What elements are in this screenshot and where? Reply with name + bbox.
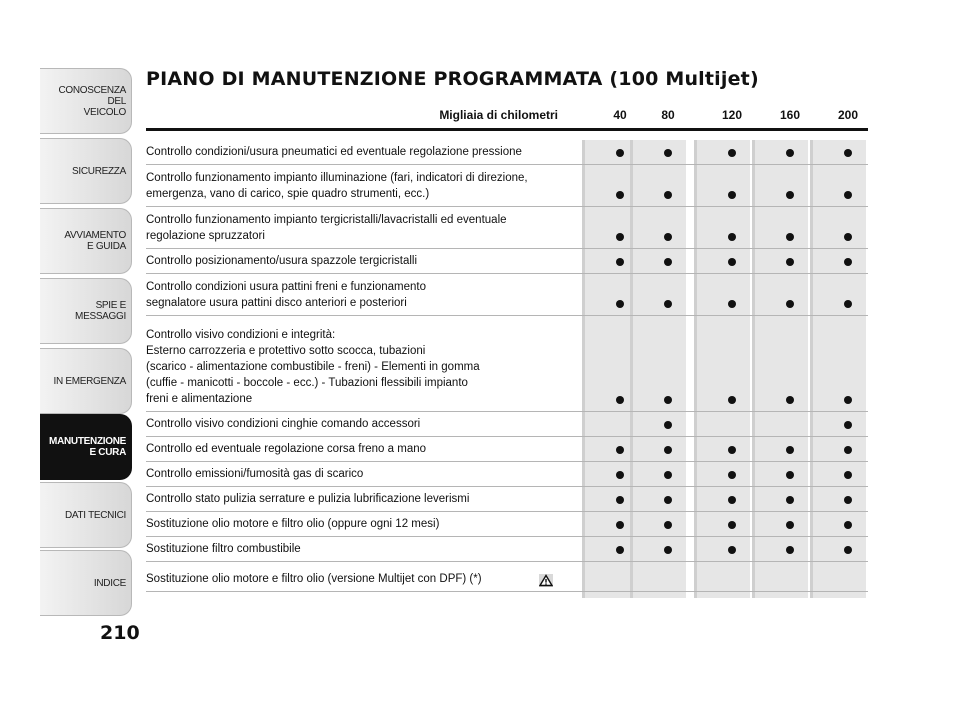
row-label: Sostituzione olio motore e filtro olio (oppure ogni 12 mesi): [146, 518, 440, 530]
km-value: 120: [721, 108, 743, 122]
service-mark-dot: [616, 149, 624, 157]
page-number: 210: [100, 622, 140, 644]
service-mark-dot: [844, 471, 852, 479]
sidebar-tab-1[interactable]: CONOSCENZA DEL VEICOLO: [40, 68, 132, 134]
service-mark-dot: [786, 446, 794, 454]
service-mark-dot: [786, 396, 794, 404]
service-mark-dot: [786, 149, 794, 157]
row-label: Controllo visivo condizioni cinghie comando accessori: [146, 418, 421, 430]
table-row: [146, 537, 868, 562]
sidebar-tab-5[interactable]: IN EMERGENZA: [40, 348, 132, 414]
table-row: [146, 249, 868, 274]
service-mark-dot: [728, 191, 736, 199]
service-mark-dot: [844, 496, 852, 504]
service-mark-dot: [844, 421, 852, 429]
table-header: [146, 106, 868, 128]
km-header-label: Migliaia di chilometri: [439, 108, 558, 122]
service-mark-dot: [786, 258, 794, 266]
service-mark-dot: [664, 258, 672, 266]
service-mark-dot: [728, 496, 736, 504]
service-mark-dot: [844, 546, 852, 554]
service-mark-dot: [664, 396, 672, 404]
header-divider: [146, 128, 868, 131]
service-mark-dot: [728, 149, 736, 157]
row-label: Controllo posizionamento/usura spazzole tergicristalli: [146, 255, 418, 267]
service-mark-dot: [786, 496, 794, 504]
service-mark-dot: [728, 396, 736, 404]
table-row: [146, 412, 868, 437]
row-label: Controllo condizioni/usura pneumatici ed eventuale regolazione pressione: [146, 146, 522, 158]
sidebar-tab-4[interactable]: SPIE E MESSAGGI: [40, 278, 132, 344]
service-mark-dot: [728, 258, 736, 266]
service-mark-dot: [616, 396, 624, 404]
table-row: [146, 140, 868, 165]
service-mark-dot: [844, 191, 852, 199]
service-mark-dot: [728, 521, 736, 529]
row-label: Controllo condizioni usura pattini freni e funzionamento segnalatore usura pattini disco anteriori e posteriori: [146, 281, 426, 309]
table-row: [146, 462, 868, 487]
sidebar-tab-8[interactable]: INDICE: [40, 550, 132, 616]
km-value: 80: [661, 108, 675, 122]
row-label: Controllo funzionamento impianto tergicristalli/lavacristalli ed eventuale regolazione spruzzatori: [146, 214, 507, 242]
table-row: [146, 316, 868, 412]
row-label: Controllo stato pulizia serrature e pulizia lubrificazione leverismi: [146, 493, 470, 505]
row-label: Controllo funzionamento impianto illuminazione (fari, indicatori di direzione, emergenza, vano di carico, spie quadro strumenti, ecc.): [146, 172, 528, 200]
table-row: [146, 487, 868, 512]
service-mark-dot: [786, 546, 794, 554]
service-mark-dot: [616, 191, 624, 199]
km-value: 40: [613, 108, 627, 122]
sidebar-tab-2[interactable]: SICUREZZA: [40, 138, 132, 204]
service-mark-dot: [786, 521, 794, 529]
row-label: Controllo emissioni/fumosità gas di scarico: [146, 468, 364, 480]
table-row: [146, 437, 868, 462]
service-mark-dot: [616, 546, 624, 554]
service-mark-dot: [664, 421, 672, 429]
page-title: PIANO DI MANUTENZIONE PROGRAMMATA (100 Multijet): [146, 68, 759, 90]
row-label: Controllo ed eventuale regolazione corsa freno a mano: [146, 443, 427, 455]
sidebar-tab-6[interactable]: MANUTENZIONE E CURA: [40, 414, 132, 480]
row-label: Controllo visivo condizioni e integrità: Esterno carrozzeria e protettivo sotto scocca, tubazioni (scarico - alimentazione combustibile - freni) - Elementi in gomma (cuffie - manicotti - boccole - ecc.) - Tubazioni flessibili impianto freni e alimentazione: [146, 329, 480, 405]
service-mark-dot: [728, 233, 736, 241]
service-mark-dot: [616, 521, 624, 529]
km-value: 200: [837, 108, 859, 122]
service-mark-dot: [786, 191, 794, 199]
service-mark-dot: [844, 258, 852, 266]
service-mark-dot: [616, 258, 624, 266]
service-mark-dot: [844, 233, 852, 241]
service-mark-dot: [844, 300, 852, 308]
warning-triangle-icon: [539, 574, 553, 587]
service-mark-dot: [616, 471, 624, 479]
service-mark-dot: [728, 546, 736, 554]
sidebar-tab-7[interactable]: DATI TECNICI: [40, 482, 132, 548]
service-mark-dot: [664, 233, 672, 241]
service-mark-dot: [664, 546, 672, 554]
service-mark-dot: [664, 521, 672, 529]
service-mark-dot: [664, 191, 672, 199]
table-row: [146, 512, 868, 537]
service-mark-dot: [844, 396, 852, 404]
service-mark-dot: [616, 233, 624, 241]
service-mark-dot: [616, 446, 624, 454]
service-mark-dot: [664, 446, 672, 454]
service-mark-dot: [786, 471, 794, 479]
service-mark-dot: [728, 300, 736, 308]
table-row: [146, 207, 868, 249]
service-mark-dot: [664, 496, 672, 504]
table-row: [146, 562, 868, 592]
row-label: Sostituzione filtro combustibile: [146, 543, 301, 555]
km-value: 160: [779, 108, 801, 122]
sidebar-tab-3[interactable]: AVVIAMENTO E GUIDA: [40, 208, 132, 274]
service-mark-dot: [728, 446, 736, 454]
service-mark-dot: [844, 149, 852, 157]
service-mark-dot: [664, 300, 672, 308]
service-mark-dot: [786, 233, 794, 241]
service-mark-dot: [844, 446, 852, 454]
service-mark-dot: [664, 471, 672, 479]
table-row: [146, 274, 868, 316]
service-mark-dot: [616, 496, 624, 504]
service-mark-dot: [728, 471, 736, 479]
service-mark-dot: [664, 149, 672, 157]
service-mark-dot: [844, 521, 852, 529]
service-mark-dot: [616, 300, 624, 308]
service-mark-dot: [786, 300, 794, 308]
table-row: [146, 165, 868, 207]
row-label: Sostituzione olio motore e filtro olio (versione Multijet con DPF) (*): [146, 573, 482, 585]
